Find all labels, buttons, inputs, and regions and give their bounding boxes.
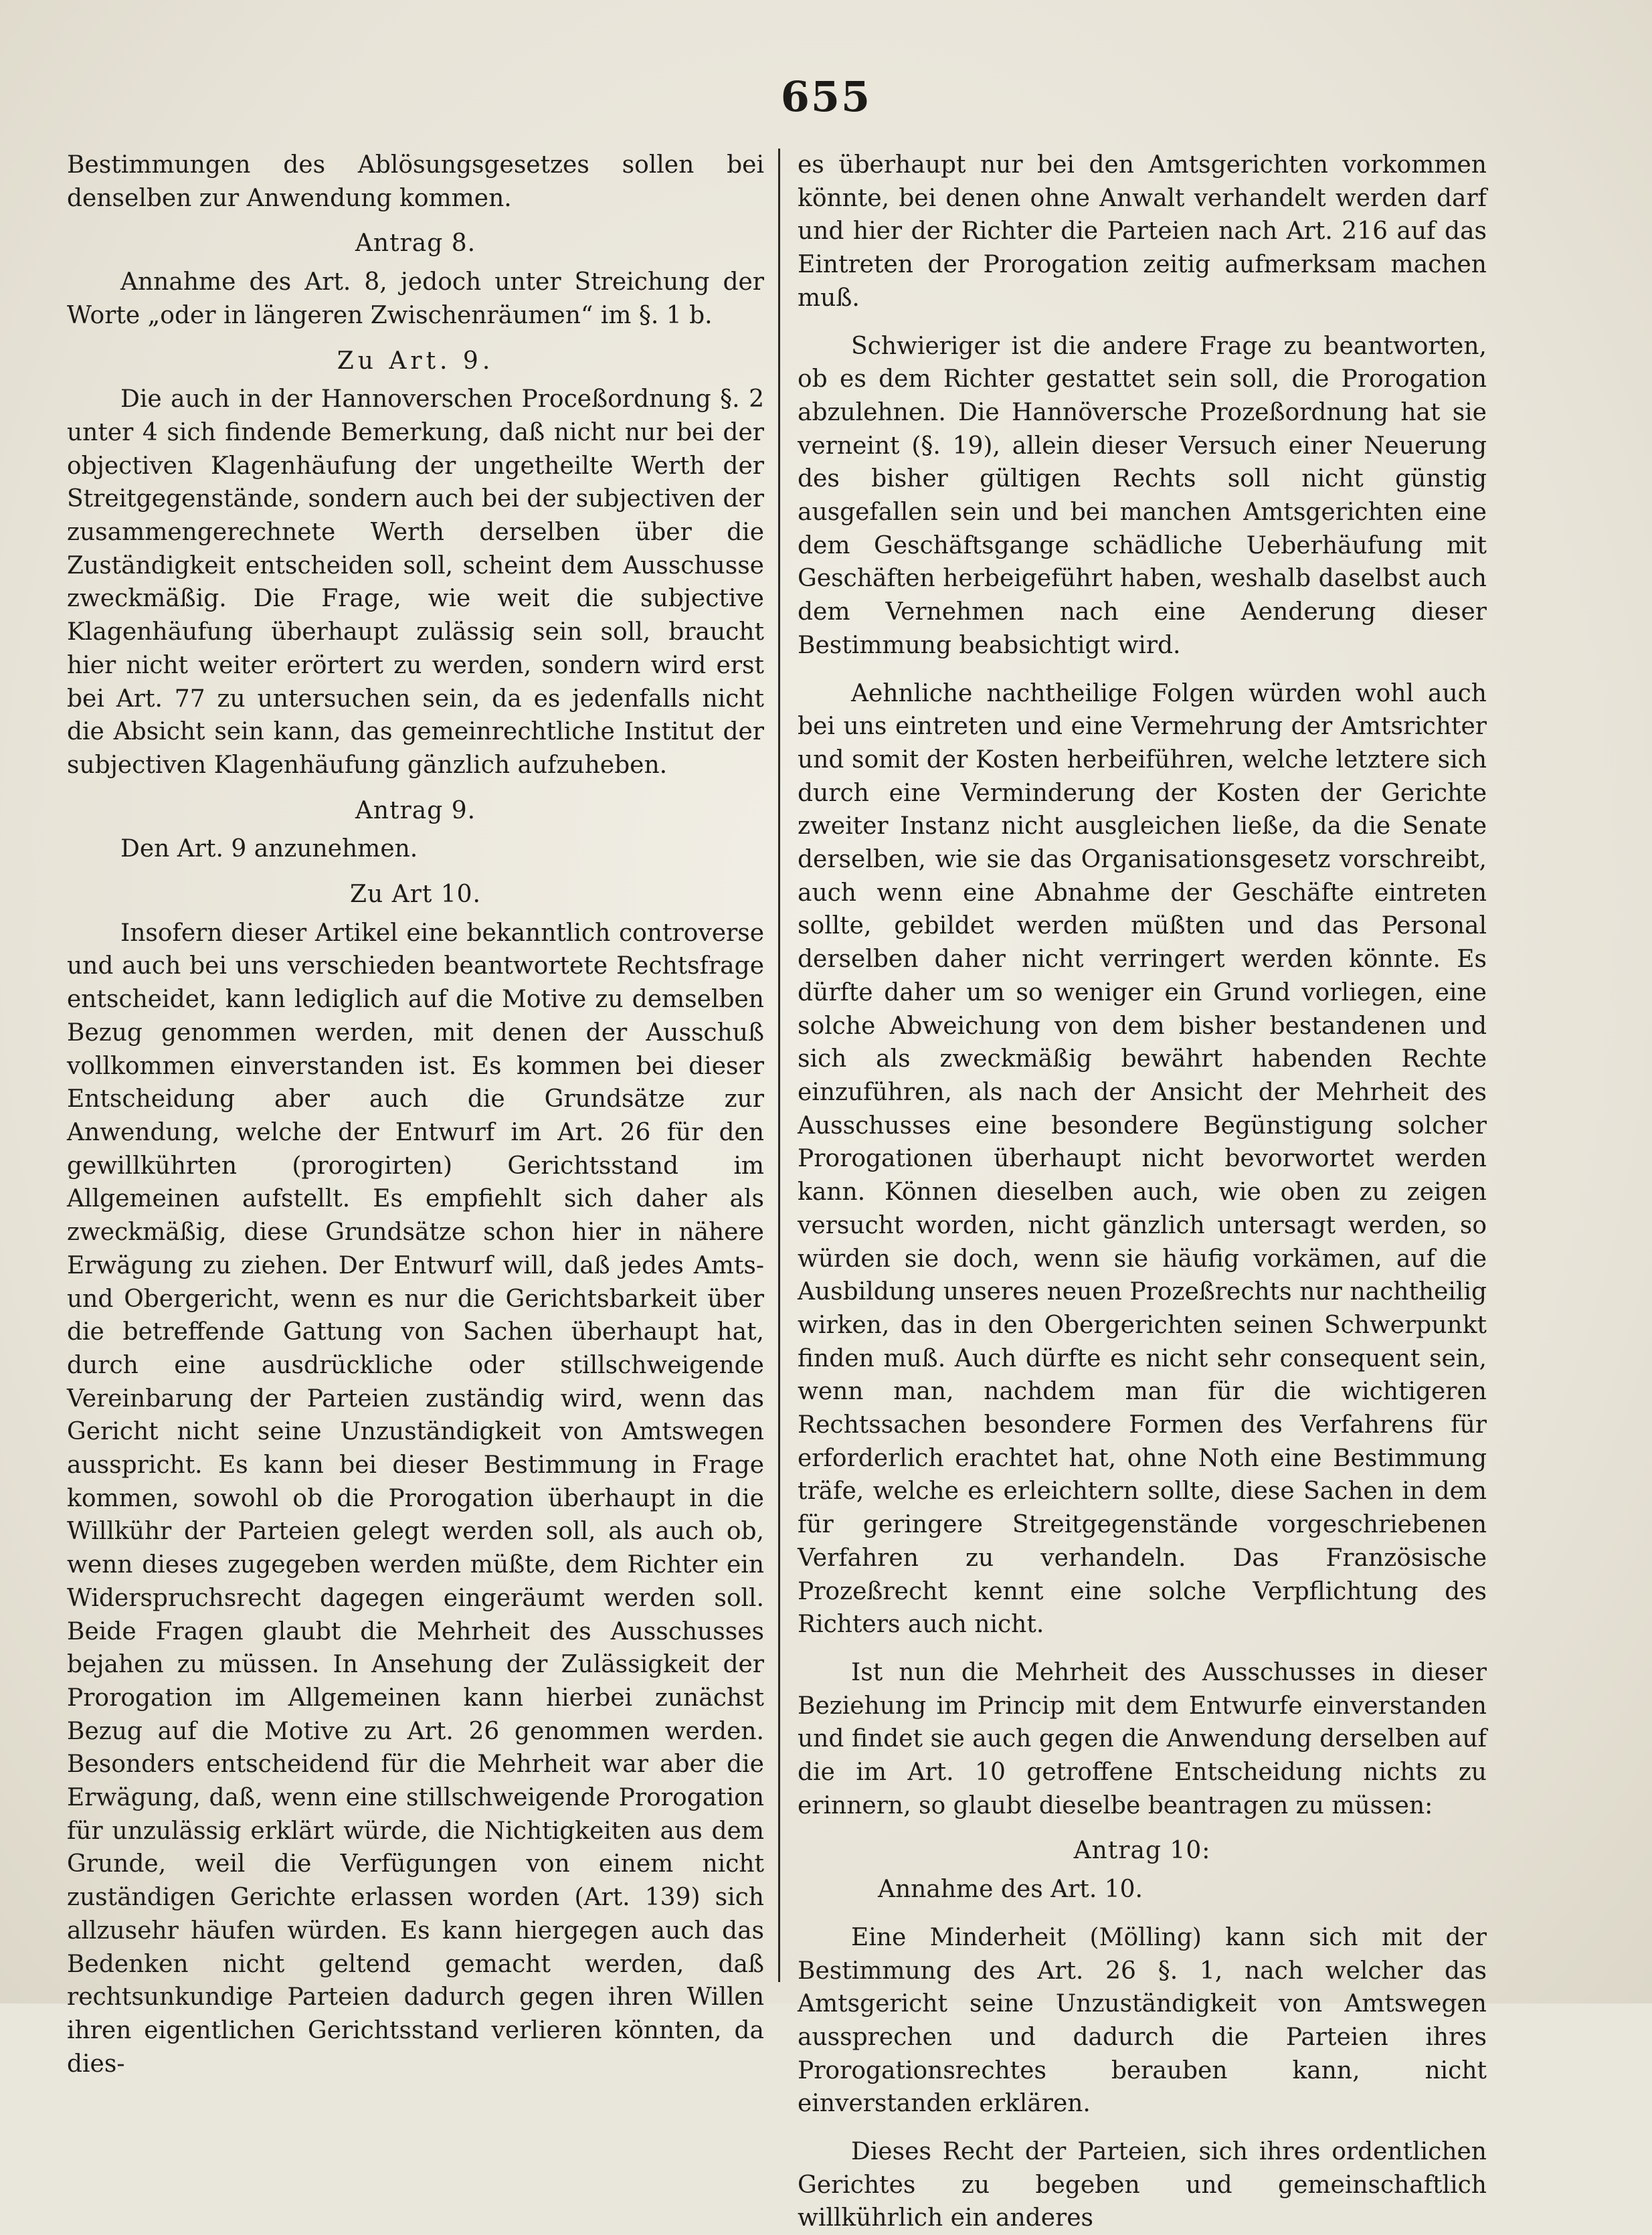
art-10-heading: Zu Art 10. <box>349 881 481 909</box>
paragraph: Aehnliche nachtheilige Folgen würden wohl auch bei uns eintreten und eine Vermehrung der Amtsrichter und somit der Kosten herbeiführen, welche letztere sich durch eine Verminderung der Kosten der Gerichte zweiter Instanz nicht ausgleichen ließe, da die Senate derselben, wie sie das Organisationsgesetz vorschreibt, auch wenn eine Abnahme der Geschäfte eintreten sollte, gebildet werden müßten und das Personal derselben daher nicht verringert werden könnte. Es dürfte daher um so weniger ein Grund vorliegen, eine solche Abweichung von dem bisher bestandenen und sich als zweckmäßig bewährt habenden Rechte einzuführen, als nach der Ansicht der Mehrheit des Ausschusses eine besondere Begünstigung solcher Prorogationen überhaupt nicht bevorwortet werden kann. Können dieselben auch, wie oben zu zeigen versucht worden, nicht gänzlich untersagt werden, so würden sie doch, wenn sie häufig vorkämen, auf die Ausbildung unseres neuen Prozeßrechts nur nachtheilig wirken, das in den Obergerichten seinen Schwerpunkt finden muß. Auch dürfte es nicht sehr consequent sein, wenn man, nachdem man für die wichtigeren Rechtssachen besondere Formen des Verfahrens für erforderlich erachtet hat, ohne Noth eine Bestimmung träfe, welche es erleichtern sollte, diese Sachen in dem für geringere Streitgegenstände vorgeschriebenen Verfahren zu verhandeln. Das Französische Prozeßrecht kennt eine solche Verpflichtung des Richters auch nicht. <box>798 679 1487 1639</box>
paragraph: Ist nun die Mehrheit des Ausschusses in dieser Beziehung im Princip mit dem Entwurfe einverstanden und findet sie auch gegen die Anwendung derselben auf die im Art. 10 getroffene Entscheidung nichts zu erinnern, so glaubt dieselbe beantragen zu müssen: <box>798 1658 1487 1819</box>
paragraph: Bestimmungen des Ablösungsgesetzes sollen bei denselben zur Anwendung kommen. <box>67 151 764 212</box>
paragraph: Eine Minderheit (Mölling) kann sich mit der Bestimmung des Art. 26 §. 1, nach welcher das Amtsgericht seine Unzuständigkeit von Amtswegen aussprechen und dadurch die Parteien ihres Prorogationsrechtes berauben kann, nicht einverstanden erklären. <box>798 1923 1487 2118</box>
paragraph: Schwieriger ist die andere Frage zu beantworten, ob es dem Richter gestattet sein soll, die Prorogation abzulehnen. Die Hannöversche Prozeßordnung hat sie verneint (§. 19), allein dieser Versuch einer Neuerung des bisher gültigen Rechts soll nicht günstig ausgefallen sein und bei manchen Amtsgerichten eine dem Geschäftsgange schädliche Ueberhäufung mit Geschäften herbeigeführt haben, weshalb daselbst auch dem Vernehmen nach eine Aenderung dieser Bestimmung beabsichtigt wird. <box>798 332 1487 659</box>
art-10-text: Insofern dieser Artikel eine bekanntlich controverse und auch bei uns verschieden beantwortete Rechtsfrage entscheidet, kann lediglich auf die Motive zu demselben Bezug genommen werden, mit denen der Ausschuß vollkommen einverstanden ist. Es kommen bei dieser Entscheidung aber auch die Grundsätze zur Anwendung, welche der Entwurf im Art. 26 für den gewillkührten (prorogirten) Gerichtsstand im Allgemeinen aufstellt. Es empfiehlt sich daher als zweckmäßig, diese Grundsätze schon hier in nähere Erwägung zu ziehen. Der Entwurf will, daß jedes Amts- und Obergericht, wenn es nur die Gerichtsbarkeit über die betreffende Gattung von Sachen überhaupt hat, durch eine ausdrückliche oder stillschweigende Vereinbarung der Parteien zuständig wird, wenn das Gericht nicht seine Unzuständigkeit von Amtswegen ausspricht. Es kann bei dieser Bestimmung in Frage kommen, sowohl ob die Prorogation überhaupt in die Willkühr der Parteien gelegt werden soll, als auch ob, wenn dieses zugegeben werden müßte, dem Richter ein Widerspruchsrecht dagegen eingeräumt werden soll. Beide Fragen glaubt die Mehrheit des Ausschusses bejahen zu müssen. In Ansehung der Zulässigkeit der Prorogation im Allgemeinen kann hierbei zunächst Bezug auf die Motive zu Art. 26 genommen werden. Besonders entscheidend für die Mehrheit war aber die Erwägung, daß, wenn eine stillschweigende Prorogation für unzulässig erklärt würde, die Nichtigkeiten aus dem Grunde, weil die Verfügungen von einem nicht zuständigen Gerichte erlassen worden (Art. 139) sich allzusehr häufen würden. Es kann hiergegen auch das Bedenken nicht geltend gemacht werden, daß rechtsunkundige Parteien dadurch gegen ihren Willen ihren eigentlichen Gerichtsstand verlieren könnten, da dies- <box>67 919 764 2078</box>
art-9-heading: Zu Art. 9. <box>337 347 494 375</box>
antrag-8-text: Annahme des Art. 8, jedoch unter Streichung der Worte „oder in längeren Zwischenräumen“ im §. 1 b. <box>67 268 764 329</box>
left-column <box>67 149 764 2080</box>
art-9-text: Die auch in der Hannoverschen Proceßordnung §. 2 unter 4 sich findende Bemerkung, daß nicht nur bei der objectiven Klagenhäufung der ungetheilte Werth der Streitgegenstände, sondern auch bei der subjectiven der zusammengerechnete Werth derselben über die Zuständigkeit entscheiden soll, scheint dem Ausschusse zweckmäßig. Die Frage, wie weit die subjective Klagenhäufung überhaupt zulässig sein soll, braucht hier nicht weiter erörtert zu werden, sondern wird erst bei Art. 77 zu untersuchen sein, da es jedenfalls nicht die Absicht sein kann, das gemeinrechtliche Institut der subjectiven Klagenhäufung gänzlich aufzuheben. <box>67 385 764 779</box>
antrag-9-heading: Antrag 9. <box>355 796 476 824</box>
page-number: 655 <box>780 72 872 121</box>
right-column <box>798 149 1487 2235</box>
antrag-8-heading: Antrag 8. <box>355 230 476 258</box>
antrag-9-text: Den Art. 9 anzunehmen. <box>120 835 418 863</box>
paragraph: Dieses Recht der Parteien, sich ihres ordentlichen Gerichtes zu begeben und gemeinschaftlich willkührlich ein anderes <box>798 2138 1487 2232</box>
antrag-10-heading: Antrag 10: <box>1073 1837 1211 1865</box>
antrag-10-text: Annahme des Art. 10. <box>878 1876 1143 1904</box>
paragraph: es überhaupt nur bei den Amtsgerichten vorkommen könnte, bei denen ohne Anwalt verhandelt werden darf und hier der Richter die Parteien nach Art. 216 auf das Eintreten der Prorogation zeitig aufmerksam machen muß. <box>798 151 1487 312</box>
column-divider <box>778 149 780 1982</box>
